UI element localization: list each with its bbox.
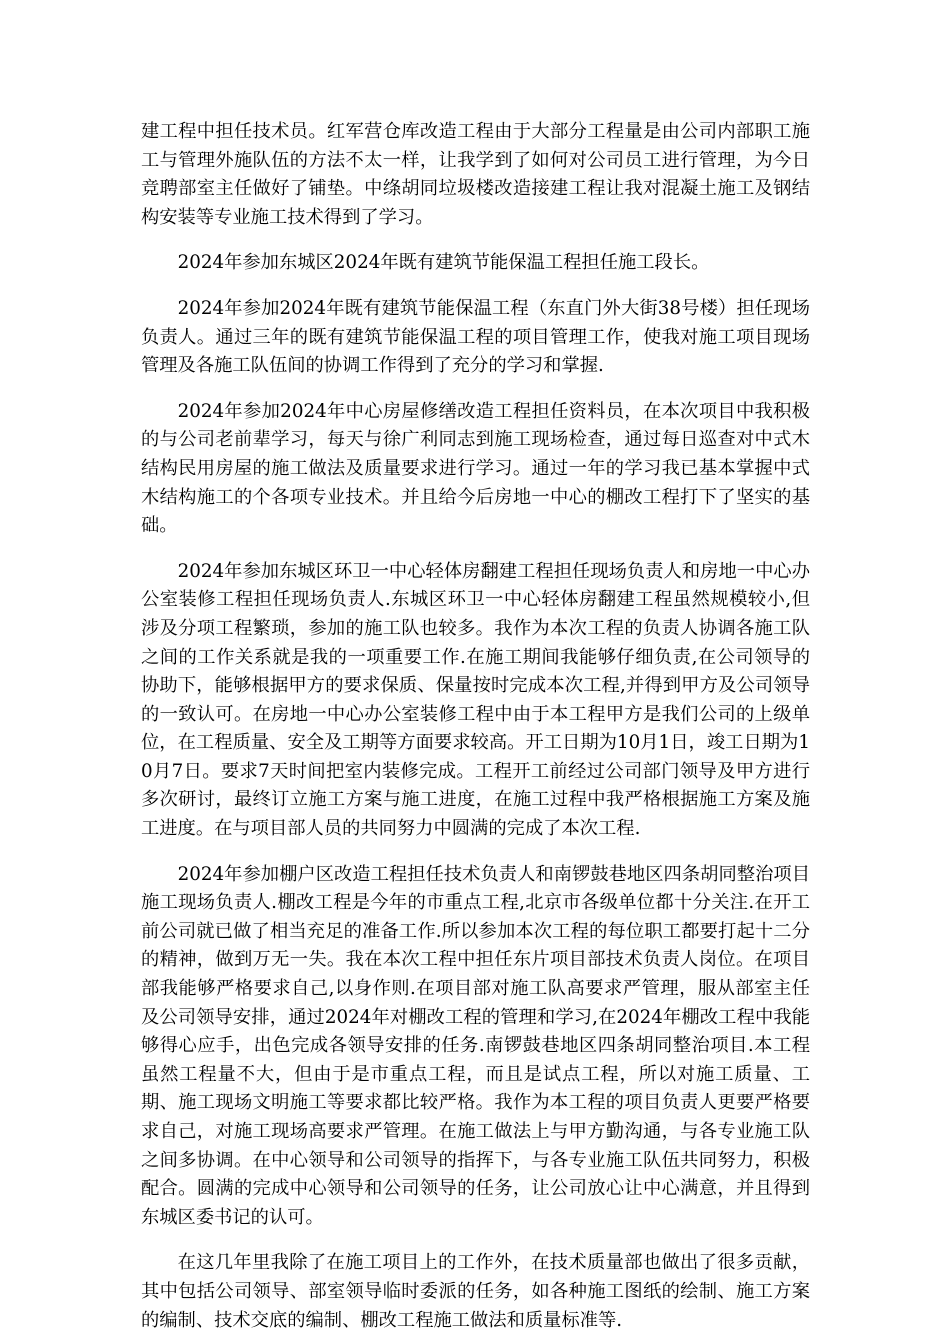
paragraph-1: 建工程中担任技术员。红军营仓库改造工程由于大部分工程量是由公司内部职工施工与管理外施队伍的方法不太一样，让我学到了如何对公司员工进行管理，为今日竞聘部室主任做好了铺垫。中绦胡同垃圾楼改造接建工程让我对混凝土施工及钢结构安装等专业施工技术得到了学习。 [141,121,810,228]
paragraph-6: 2024年参加棚户区改造工程担任技术负责人和南锣鼓巷地区四条胡同整治项目施工现场负责人.棚改工程是今年的市重点工程,北京市各级单位都十分关注.在开工前公司就已做了相当充足的准备工作.所以参加本次工程的每位职工都要打起十二分的精神，做到万无一失。我在本次工程中担任东片项目部技术负责人岗位。在项目部我能够严格要求自己,以身作则.在项目部对施工队高要求严管理，服从部室主任及公司领导安排，通过2024年对棚改工程的管理和学习,在2024年棚改工程中我能够得心应手，出色完成各领导安排的任务.南锣鼓巷地区四条胡同整治项目.本工程虽然工程量不大，但由于是市重点工程，而且是试点工程，所以对施工质量、工期、施工现场文明施工等要求都比较严格。我作为本工程的项目负责人更要严格要求自己，对施工现场高要求严管理。在施工做法上与甲方勤沟通，与各专业施工队之间多协调。在中心领导和公司领导的指挥下，与各专业施工队伍共同努力，积极配合。圆满的完成中心领导和公司领导的任务，让公司放心让中心满意，并且得到东城区委书记的认可。 [141,863,810,1228]
paragraph-2: 2024年参加东城区2024年既有建筑节能保温工程担任施工段长。 [177,252,710,274]
paragraph-7: 在这几年里我除了在施工项目上的工作外，在技术质量部也做出了很多贡献，其中包括公司领导、部室领导临时委派的任务，如各种施工图纸的绘制、施工方案的编制、技术交底的编制、棚改工程施工做法和质量标准等. [141,1252,810,1331]
paragraph-3: 2024年参加2024年既有建筑节能保温工程（东直门外大街38号楼）担任现场负责人。通过三年的既有建筑节能保温工程的项目管理工作，使我对施工项目现场管理及各施工队伍间的协调工作得到了充分的学习和掌握. [141,297,810,377]
paragraph-5: 2024年参加东城区环卫一中心轻体房翻建工程担任现场负责人和房地一中心办公室装修工程担任现场负责人.东城区环卫一中心轻体房翻建工程虽然规模较小,但涉及分项工程繁琐，参加的施工队也较多。我作为本次工程的负责人协调各施工队之间的工作关系就是我的一项重要工作.在施工期间我能够仔细负责,在公司领导的协助下，能够根据甲方的要求保质、保量按时完成本次工程,并得到甲方及公司领导的一致认可。在房地一中心办公室装修工程中由于本工程甲方是我们公司的上级单位，在工程质量、安全及工期等方面要求较高。开工日期为10月1日，竣工日期为10月7日。要求7天时间把室内装修完成。工程开工前经过公司部门领导及甲方进行多次研讨，最终订立施工方案与施工进度，在施工过程中我严格根据施工方案及施工进度。在与项目部人员的共同努力中圆满的完成了本次工程. [141,560,810,840]
paragraph-4: 2024年参加2024年中心房屋修缮改造工程担任资料员，在本次项目中我积极的与公司老前辈学习，每天与徐广利同志到施工现场检查，通过每日巡查对中式木结构民用房屋的施工做法及质量要求进行学习。通过一年的学习我已基本掌握中式木结构施工的个各项专业技术。并且给今后房地一中心的棚改工程打下了坚实的基础。 [141,400,810,537]
